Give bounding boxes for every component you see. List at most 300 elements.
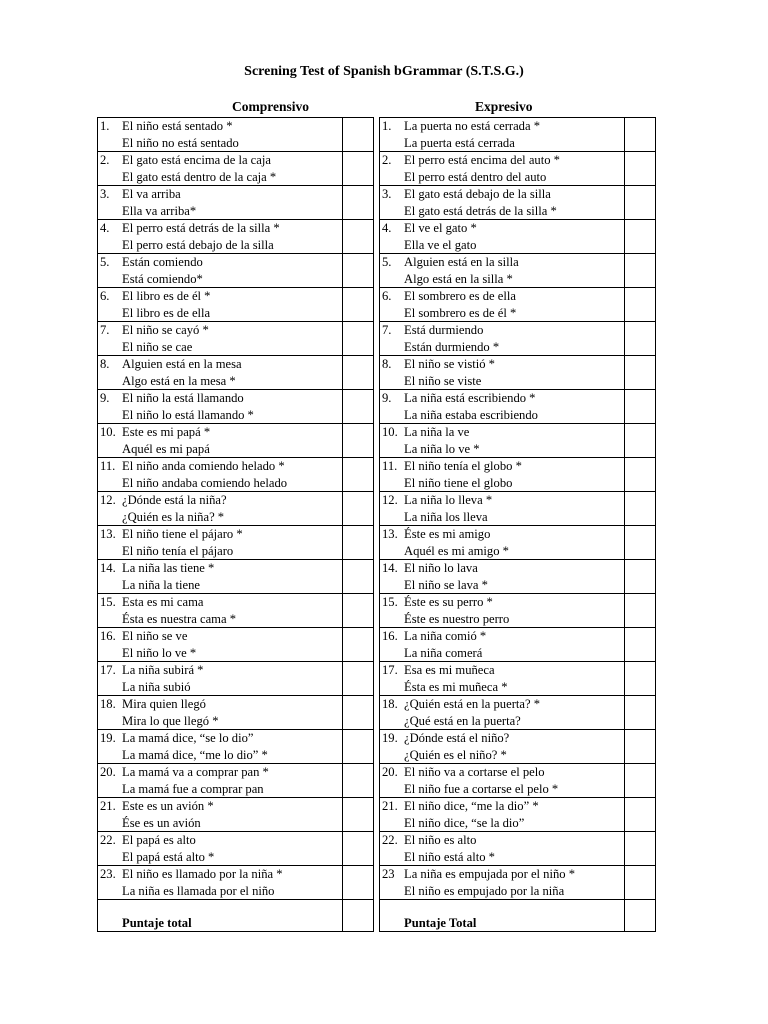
comprensivo-score-cell[interactable] — [343, 560, 374, 594]
item-number: 12. — [382, 493, 398, 507]
expresivo-row — [380, 764, 656, 798]
item-line-a — [98, 832, 342, 849]
item-sentence-b: El niño tiene el globo — [404, 475, 513, 490]
expresivo-score-cell[interactable] — [625, 356, 656, 390]
item-sentence-b: La puerta está cerrada — [404, 135, 515, 150]
item-line-b — [380, 441, 624, 458]
expresivo-score-cell[interactable] — [625, 628, 656, 662]
expresivo-table-body — [380, 118, 656, 932]
comprensivo-score-cell[interactable] — [343, 832, 374, 866]
item-number: 13. — [100, 527, 116, 541]
item-line-a — [98, 764, 342, 781]
comprensivo-row — [98, 832, 374, 866]
item-line-a — [98, 696, 342, 713]
item-sentence-b: El gato está detrás de la silla * — [404, 203, 557, 218]
item-sentence-a: La niña está escribiendo * — [404, 391, 536, 405]
item-number: 5. — [100, 255, 110, 269]
item-number: 3. — [100, 187, 110, 201]
comprensivo-item-cell — [98, 288, 343, 322]
comprensivo-score-cell[interactable] — [343, 424, 374, 458]
comprensivo-table-body — [98, 118, 374, 932]
expresivo-item-cell — [380, 526, 625, 560]
item-sentence-a: ¿Dónde está la niña? — [122, 493, 227, 507]
item-sentence-b: Ésta es mi muñeca * — [404, 679, 508, 694]
item-sentence-a: Alguien está en la mesa — [122, 357, 242, 371]
item-sentence-b: La niña estaba escribiendo — [404, 407, 538, 422]
item-sentence-a: El niño es llamado por la niña * — [122, 867, 283, 881]
item-sentence-a: El gato está encima de la caja — [122, 153, 271, 167]
item-line-b — [380, 747, 624, 764]
expresivo-total-cell — [380, 900, 625, 932]
item-line-b — [380, 883, 624, 900]
item-sentence-a: ¿Quién está en la puerta? * — [404, 697, 541, 711]
item-line-a — [380, 798, 624, 815]
item-line-a — [98, 220, 342, 237]
item-sentence-b: La niña la tiene — [122, 577, 200, 592]
expresivo-item-cell — [380, 628, 625, 662]
item-line-b — [380, 271, 624, 288]
item-number: 5. — [382, 255, 392, 269]
item-line-a — [380, 662, 624, 679]
expresivo-item-cell — [380, 424, 625, 458]
expresivo-row — [380, 594, 656, 628]
comprensivo-item-cell — [98, 594, 343, 628]
expresivo-row — [380, 458, 656, 492]
item-number: 15. — [100, 595, 116, 609]
item-line-a — [98, 798, 342, 815]
comprensivo-table — [97, 117, 374, 932]
comprensivo-score-cell[interactable] — [343, 764, 374, 798]
item-line-b — [380, 611, 624, 628]
expresivo-row — [380, 832, 656, 866]
comprensivo-item-cell — [98, 220, 343, 254]
item-number: 18. — [100, 697, 116, 711]
comprensivo-total-label: Puntaje total — [122, 916, 192, 930]
comprensivo-item-cell — [98, 254, 343, 288]
item-line-a — [98, 322, 342, 339]
item-sentence-a: El niño tenía el globo * — [404, 459, 522, 473]
item-line-a — [380, 560, 624, 577]
item-line-b — [380, 475, 624, 492]
item-line-a — [98, 254, 342, 271]
item-line-a — [98, 526, 342, 543]
comprensivo-row — [98, 866, 374, 900]
expresivo-row — [380, 356, 656, 390]
comprensivo-score-cell[interactable] — [343, 662, 374, 696]
item-line-b — [380, 849, 624, 866]
item-sentence-a: El niño va a cortarse el pelo — [404, 765, 545, 779]
comprensivo-row — [98, 186, 374, 220]
comprensivo-score-cell[interactable] — [343, 730, 374, 764]
expresivo-item-cell — [380, 356, 625, 390]
expresivo-row — [380, 628, 656, 662]
expresivo-score-cell[interactable] — [625, 866, 656, 900]
item-line-b — [98, 203, 342, 220]
expresivo-score-cell[interactable] — [625, 254, 656, 288]
item-line-b — [98, 373, 342, 390]
item-sentence-a: Éste es su perro * — [404, 595, 493, 609]
item-sentence-b: La niña subió — [122, 679, 191, 694]
expresivo-score-cell[interactable] — [625, 696, 656, 730]
item-line-b — [98, 441, 342, 458]
item-line-b — [98, 883, 342, 900]
comprensivo-item-cell — [98, 866, 343, 900]
comprensivo-item-cell — [98, 696, 343, 730]
item-sentence-a: La niña lo lleva * — [404, 493, 493, 507]
item-number: 10. — [382, 425, 398, 439]
item-sentence-a: El gato está debajo de la silla — [404, 187, 551, 201]
expresivo-score-cell[interactable] — [625, 832, 656, 866]
comprensivo-score-cell[interactable] — [343, 798, 374, 832]
item-line-b — [98, 169, 342, 186]
expresivo-row — [380, 560, 656, 594]
item-line-a — [380, 322, 624, 339]
expresivo-row — [380, 730, 656, 764]
item-sentence-a: El ve el gato * — [404, 221, 477, 235]
item-sentence-b: El gato está dentro de la caja * — [122, 169, 277, 184]
item-sentence-a: Esta es mi cama — [122, 595, 204, 609]
comprensivo-item-cell — [98, 764, 343, 798]
comprensivo-score-cell[interactable] — [343, 594, 374, 628]
item-number: 7. — [100, 323, 110, 337]
item-sentence-b: El niño está alto * — [404, 849, 495, 864]
item-sentence-b: El niño se viste — [404, 373, 482, 388]
item-line-b — [98, 509, 342, 526]
item-number: 11. — [382, 459, 398, 473]
comprensivo-score-cell[interactable] — [343, 254, 374, 288]
expresivo-row — [380, 492, 656, 526]
expresivo-row — [380, 662, 656, 696]
item-sentence-a: El sombrero es de ella — [404, 289, 516, 303]
comprensivo-row — [98, 390, 374, 424]
item-number: 12. — [100, 493, 116, 507]
item-sentence-b: El libro es de ella — [122, 305, 211, 320]
comprensivo-row — [98, 764, 374, 798]
comprensivo-score-cell[interactable] — [343, 866, 374, 900]
comprensivo-item-cell — [98, 798, 343, 832]
expresivo-item-cell — [380, 492, 625, 526]
item-sentence-a: Está durmiendo — [404, 323, 484, 337]
item-sentence-b: La niña es llamada por el niño — [122, 883, 275, 898]
comprensivo-item-cell — [98, 628, 343, 662]
comprensivo-item-cell — [98, 832, 343, 866]
expresivo-score-cell[interactable] — [625, 390, 656, 424]
item-sentence-b: Algo está en la mesa * — [122, 373, 236, 388]
comprensivo-score-cell[interactable] — [343, 356, 374, 390]
item-line-b — [98, 645, 342, 662]
item-sentence-a: La mamá va a comprar pan * — [122, 765, 269, 779]
item-sentence-a: El niño anda comiendo helado * — [122, 459, 285, 473]
expresivo-score-cell[interactable] — [625, 424, 656, 458]
item-line-b — [380, 815, 624, 832]
item-line-b — [98, 849, 342, 866]
item-sentence-b: La niña los lleva — [404, 509, 488, 524]
item-line-a — [98, 866, 342, 883]
item-line-a — [380, 186, 624, 203]
comprensivo-row — [98, 594, 374, 628]
comprensivo-total-cell — [98, 900, 343, 932]
item-sentence-a: ¿Dónde está el niño? — [404, 731, 510, 745]
item-number: 1. — [382, 119, 392, 133]
item-number: 4. — [100, 221, 110, 235]
comprensivo-row — [98, 492, 374, 526]
item-line-b — [98, 237, 342, 254]
item-number: 13. — [382, 527, 398, 541]
expresivo-row — [380, 526, 656, 560]
item-line-b — [98, 543, 342, 560]
comprensivo-row — [98, 662, 374, 696]
item-line-b — [98, 781, 342, 798]
item-line-b — [98, 747, 342, 764]
item-sentence-a: Éste es mi amigo — [404, 527, 491, 541]
expresivo-item-cell — [380, 696, 625, 730]
item-line-a — [380, 152, 624, 169]
item-sentence-a: Están comiendo — [122, 255, 203, 269]
item-sentence-a: La puerta no está cerrada * — [404, 119, 541, 133]
item-number: 1. — [100, 119, 110, 133]
document-title: Screning Test of Spanish bGrammar (S.T.S.G.) — [244, 64, 524, 79]
comprensivo-row — [98, 560, 374, 594]
expresivo-score-cell[interactable] — [625, 186, 656, 220]
expresivo-row — [380, 254, 656, 288]
expresivo-item-cell — [380, 560, 625, 594]
item-number: 15. — [382, 595, 398, 609]
comprensivo-score-cell[interactable] — [343, 322, 374, 356]
expresivo-row — [380, 696, 656, 730]
comprensivo-total-score-cell[interactable] — [343, 900, 374, 932]
item-sentence-b: El niño se cae — [122, 339, 193, 354]
expresivo-row — [380, 118, 656, 152]
item-line-a — [98, 560, 342, 577]
item-number: 4. — [382, 221, 392, 235]
comprensivo-score-cell[interactable] — [343, 186, 374, 220]
comprensivo-item-cell — [98, 390, 343, 424]
comprensivo-score-cell[interactable] — [343, 152, 374, 186]
item-sentence-a: Esa es mi muñeca — [404, 663, 495, 677]
item-line-b — [98, 815, 342, 832]
item-number: 21. — [100, 799, 116, 813]
item-number: 14. — [100, 561, 116, 575]
item-sentence-b: ¿Qué está en la puerta? — [404, 713, 521, 728]
item-number: 8. — [382, 357, 392, 371]
item-line-a — [380, 458, 624, 475]
item-sentence-b: El niño tenía el pájaro — [122, 543, 234, 558]
expresivo-score-cell[interactable] — [625, 526, 656, 560]
item-number: 19. — [100, 731, 116, 745]
comprensivo-row — [98, 628, 374, 662]
item-line-b — [98, 475, 342, 492]
expresivo-score-cell[interactable] — [625, 560, 656, 594]
item-line-b — [380, 577, 624, 594]
expresivo-row — [380, 798, 656, 832]
expresivo-total-score-cell[interactable] — [625, 900, 656, 932]
item-number: 17. — [100, 663, 116, 677]
expresivo-score-cell[interactable] — [625, 458, 656, 492]
item-line-a — [380, 730, 624, 747]
item-number: 2. — [382, 153, 392, 167]
item-line-b — [380, 237, 624, 254]
comprensivo-score-cell[interactable] — [343, 526, 374, 560]
item-line-b — [98, 135, 342, 152]
item-line-b — [380, 543, 624, 560]
expresivo-score-cell[interactable] — [625, 730, 656, 764]
comprensivo-item-cell — [98, 424, 343, 458]
item-line-a — [380, 288, 624, 305]
item-line-a — [380, 628, 624, 645]
item-line-a — [380, 594, 624, 611]
item-sentence-a: El niño tiene el pájaro * — [122, 527, 243, 541]
comprensivo-score-cell[interactable] — [343, 458, 374, 492]
expresivo-score-cell[interactable] — [625, 322, 656, 356]
item-line-b — [380, 713, 624, 730]
expresivo-score-cell[interactable] — [625, 594, 656, 628]
item-sentence-b: La niña comerá — [404, 645, 483, 660]
item-sentence-a: La niña es empujada por el niño * — [404, 867, 576, 881]
comprensivo-row — [98, 322, 374, 356]
item-number: 22. — [382, 833, 398, 847]
expresivo-score-cell[interactable] — [625, 152, 656, 186]
item-number: 10. — [100, 425, 116, 439]
item-sentence-b: Ése es un avión — [122, 815, 201, 830]
comprensivo-item-cell — [98, 186, 343, 220]
item-line-b — [98, 611, 342, 628]
item-sentence-b: Ella ve el gato — [404, 237, 477, 252]
item-line-a — [380, 118, 624, 135]
item-number: 19. — [382, 731, 398, 745]
item-number: 21. — [382, 799, 398, 813]
comprensivo-score-cell[interactable] — [343, 288, 374, 322]
item-line-b — [380, 135, 624, 152]
expresivo-total-label: Puntaje Total — [404, 916, 477, 930]
item-sentence-b: Están durmiendo * — [404, 339, 500, 354]
item-sentence-b: El niño fue a cortarse el pelo * — [404, 781, 559, 796]
item-sentence-a: La niña la ve — [404, 425, 470, 439]
item-line-a — [380, 764, 624, 781]
expresivo-item-cell — [380, 186, 625, 220]
item-number: 7. — [382, 323, 392, 337]
item-line-b — [98, 339, 342, 356]
item-sentence-b: El niño lo está llamando * — [122, 407, 254, 422]
item-sentence-b: La mamá dice, “me lo dio” * — [122, 747, 268, 762]
expresivo-score-cell[interactable] — [625, 220, 656, 254]
item-sentence-a: El niño se vistió * — [404, 357, 495, 371]
comprensivo-item-cell — [98, 152, 343, 186]
expresivo-score-cell[interactable] — [625, 798, 656, 832]
comprensivo-score-cell[interactable] — [343, 628, 374, 662]
item-line-a — [98, 458, 342, 475]
item-line-a — [98, 390, 342, 407]
expresivo-row — [380, 220, 656, 254]
item-sentence-a: Alguien está en la silla — [404, 255, 519, 269]
item-sentence-b: El niño andaba comiendo helado — [122, 475, 288, 490]
item-line-b — [98, 407, 342, 424]
item-number: 18. — [382, 697, 398, 711]
item-line-a — [98, 152, 342, 169]
item-number: 16. — [100, 629, 116, 643]
item-number: 6. — [382, 289, 392, 303]
item-sentence-a: El niño la está llamando — [122, 391, 244, 405]
item-number: 11. — [100, 459, 116, 473]
expresivo-score-cell[interactable] — [625, 492, 656, 526]
comprensivo-score-cell[interactable] — [343, 696, 374, 730]
comprensivo-item-cell — [98, 526, 343, 560]
comprensivo-score-cell[interactable] — [343, 118, 374, 152]
expresivo-score-cell[interactable] — [625, 764, 656, 798]
item-line-a — [380, 866, 624, 883]
comprensivo-item-cell — [98, 458, 343, 492]
comprensivo-row — [98, 254, 374, 288]
item-number: 17. — [382, 663, 398, 677]
item-sentence-a: El papá es alto — [122, 833, 196, 847]
comprensivo-item-cell — [98, 730, 343, 764]
item-sentence-b: El perro está debajo de la silla — [122, 237, 274, 252]
item-line-b — [380, 203, 624, 220]
expresivo-item-cell — [380, 152, 625, 186]
item-number: 9. — [382, 391, 392, 405]
expresivo-score-cell[interactable] — [625, 288, 656, 322]
comprensivo-score-cell[interactable] — [343, 390, 374, 424]
item-line-a — [380, 220, 624, 237]
item-number: 3. — [382, 187, 392, 201]
expresivo-table — [379, 117, 656, 932]
item-sentence-a: Mira quien llegó — [122, 697, 206, 711]
item-line-b — [98, 713, 342, 730]
comprensivo-item-cell — [98, 356, 343, 390]
item-line-b — [380, 407, 624, 424]
item-sentence-a: Este es mi papá * — [122, 425, 211, 439]
comprensivo-item-cell — [98, 322, 343, 356]
item-sentence-a: El niño es alto — [404, 833, 477, 847]
comprensivo-row — [98, 458, 374, 492]
item-sentence-a: El niño se cayó * — [122, 323, 209, 337]
item-sentence-a: Este es un avión * — [122, 799, 214, 813]
item-line-b — [98, 679, 342, 696]
comprensivo-score-cell[interactable] — [343, 220, 374, 254]
comprensivo-item-cell — [98, 662, 343, 696]
comprensivo-row — [98, 288, 374, 322]
item-sentence-b: Está comiendo* — [122, 271, 203, 286]
item-sentence-a: El niño dice, “me la dio” * — [404, 799, 539, 813]
item-sentence-b: El niño dice, “se la dio” — [404, 815, 525, 830]
comprensivo-row — [98, 118, 374, 152]
comprensivo-row — [98, 152, 374, 186]
comprensivo-row — [98, 696, 374, 730]
expresivo-total-row — [380, 900, 656, 932]
item-sentence-a: El niño lo lava — [404, 561, 478, 575]
item-sentence-b: El niño lo ve * — [122, 645, 197, 660]
expresivo-item-cell — [380, 730, 625, 764]
item-number: 23. — [100, 867, 116, 881]
item-sentence-a: El perro está detrás de la silla * — [122, 221, 280, 235]
item-number: 20. — [100, 765, 116, 779]
comprensivo-item-cell — [98, 492, 343, 526]
expresivo-score-cell[interactable] — [625, 118, 656, 152]
comprensivo-score-cell[interactable] — [343, 492, 374, 526]
item-sentence-b: El sombrero es de él * — [404, 305, 517, 320]
expresivo-row — [380, 866, 656, 900]
expresivo-row — [380, 390, 656, 424]
comprensivo-item-cell — [98, 560, 343, 594]
expresivo-row — [380, 186, 656, 220]
comprensivo-row — [98, 220, 374, 254]
expresivo-heading: Expresivo — [475, 99, 533, 114]
item-line-b — [380, 305, 624, 322]
item-line-a — [98, 492, 342, 509]
expresivo-item-cell — [380, 798, 625, 832]
comprensivo-heading: Comprensivo — [232, 99, 310, 114]
expresivo-score-cell[interactable] — [625, 662, 656, 696]
item-number: 9. — [100, 391, 110, 405]
